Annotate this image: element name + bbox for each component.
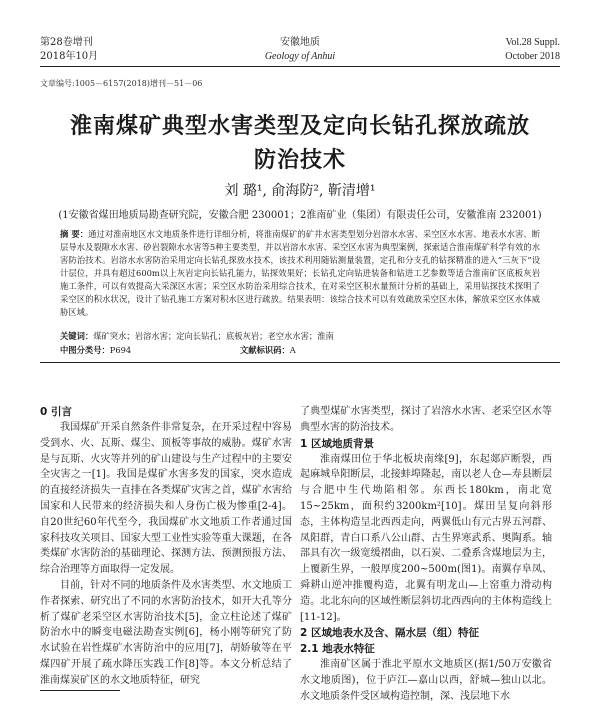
doc-label: 文献标识码： xyxy=(240,345,290,355)
surface-water-paragraph: 淮南矿区属于淮北平原水文地质区(据1/50万安徽省水文地质图)，位于庐江—嘉山以西，舒城—独山以北。水文地质条件受区域构造控制，深、浅层地下水 xyxy=(300,659,552,702)
geology-paragraph: 淮南煤田位于华北板块南缘[9]，东起郯庐断裂，西起麻城阜阳断层，北接蚌埠隆起，南以老人仓—寿县断层与合肥中生代坳陷相邻。东西长180km，南北宽15~25km，面积约3200km²[10]。煤田呈复向斜形态，主体构造呈北西西走向，两翼低山有元古界五河群、凤阳群，青白口系八公山群、古生界寒武系、奥陶系。轴部具有次一级宽缓褶曲，以石炭、二叠系含煤地层为主，上覆新生界，一般厚度200~500m(图1)。南翼存阜凤、舜耕山逆冲推覆构造，北翼有明龙山—上窑重力滑动构造。北北东向的区域性断层斜切北西西向的主体构造线上[11-12]。 xyxy=(300,453,552,623)
article-number: 文章编号:1005－6157(2018)增刊－51－06 xyxy=(40,79,203,88)
keywords-label: 关键词： xyxy=(60,331,94,341)
left-column xyxy=(40,404,292,689)
subsection-heading-surface-water: 2.1 地表水特征 xyxy=(300,643,375,656)
abstract xyxy=(60,228,540,319)
date-cn: 2018年10月 xyxy=(40,51,99,62)
abstract-rule xyxy=(40,362,560,363)
intro-paragraph-2: 目前，针对不同的地质条件及水害类型、水文地质工作者探索、研究出了不同的水害防治技术，如开大孔等分析了煤矿老采空区水害防治技术[5]，金立柱论述了煤矿防治水中的瞬变电磁法勘查实例[6]，杨小刚等研究了防水试验在岩性煤矿水害防治中的应用[7]，胡娇敏等在平煤四矿开展了疏水降压实践工作[8]等。本文分析总结了淮南煤炭矿区的水文地质特征，研究 xyxy=(40,579,292,686)
title-line-2: 防治技术 xyxy=(253,148,346,173)
title-line-1: 淮南煤矿典型水害类型及定向长钻孔探放疏放 xyxy=(69,114,530,139)
abstract-text: 通过对淮南地区水文地质条件进行详细分析，将淮南煤矿的矿井水害类型划分岩溶水水害、采空区水水害、地表水水害、断层导水及裂隙水水害、砂岩裂隙水水害等5种主要类型，并以岩溶水水害、采空区水害为典型案例，探索适合淮南煤矿科学有效的水害防治技术。岩溶水水害防治采用定向长钻孔探放水技术，该技术利用随钻测量装置，定孔和分支孔的钻探精准的进入“三灰下”设计层位，并具有超过600m以上灰岩定向长钻孔能力，钻探效果好；长钻孔定向钻进装备和钻进工艺参数等适合淮南矿区底板灰岩施工条件，可以有效提高大采深区水害；采空区水防治采用综合技术，在对采空区积水量预计分析的基础上，采用钻探技术探明了采空区的积水状况，设计了钻孔施工方案对积水区进行疏放。结果表明：该综合技术可以有效疏放采空区水体，解放采空区水体威胁区域。 xyxy=(60,229,540,317)
paper-title xyxy=(0,110,600,178)
volume-en: Vol.28 Suppl. xyxy=(505,37,560,48)
journal-name-en: Geology of Anhui xyxy=(264,51,336,62)
keywords xyxy=(60,330,540,343)
right-column xyxy=(300,404,552,705)
clc-label: 中图分类号： xyxy=(60,345,110,355)
keywords-text: 煤矿突水；岩溶水害；定向长钻孔；底板灰岩；老空水水害；淮南 xyxy=(93,331,334,341)
journal-name-cn: 安徽地质 xyxy=(280,37,320,48)
abstract-label: 摘 要： xyxy=(60,229,89,239)
header-right xyxy=(505,36,560,64)
classification xyxy=(60,344,296,356)
authors: 刘 璐¹, 俞海防², 靳清增¹ xyxy=(224,183,376,199)
header-rule xyxy=(40,66,560,67)
date-en: October 2018 xyxy=(505,51,560,62)
doc-code xyxy=(240,344,296,356)
intro-paragraph-1: 我国煤矿开采自然条件非常复杂，在开采过程中容易受到水、火、瓦斯、煤尘、顶板等事故的威胁。煤矿水害是与瓦斯、火灾等并列的矿山建设与生产过程中的主要安全灾害之一[1]。我国是煤矿水害多发的国家，突水造成的直接经济损失一直排在各类煤矿灾害之首，煤矿水害给国家和人民带来的经济损失和人身伤亡极为惨重[2-4]。自20世纪60年代至今，我国煤矿水文地质工作者通过国家科技攻关项目、国家大型工业性实验等重大课题，在各类煤矿水害防治的基础理论、探测方法、预测预报方法、综合治理等方面取得一定发展。 xyxy=(40,422,292,576)
affiliation: (1安徽省煤田地质局勘查研究院，安徽合肥 230001；2淮南矿业（集团）有限责任公司，安徽淮南 232001) xyxy=(58,210,542,221)
clc-value: P694 xyxy=(109,345,132,355)
doc-value: A xyxy=(289,345,296,355)
section-heading-aquifers: 2 区域地表水及含、隔水层（组）特征 xyxy=(300,627,479,640)
volume-cn: 第28卷增刊 xyxy=(40,37,93,48)
section-heading-geology: 1 区域地质背景 xyxy=(300,437,374,450)
intro-continuation: 了典型煤矿水害类型，探讨了岩溶水水害、老采空区水等典型水害的防治技术。 xyxy=(300,406,552,433)
page-header xyxy=(0,0,600,62)
footnote-rule xyxy=(40,690,120,691)
section-heading-intro: 0 引言 xyxy=(40,406,72,418)
